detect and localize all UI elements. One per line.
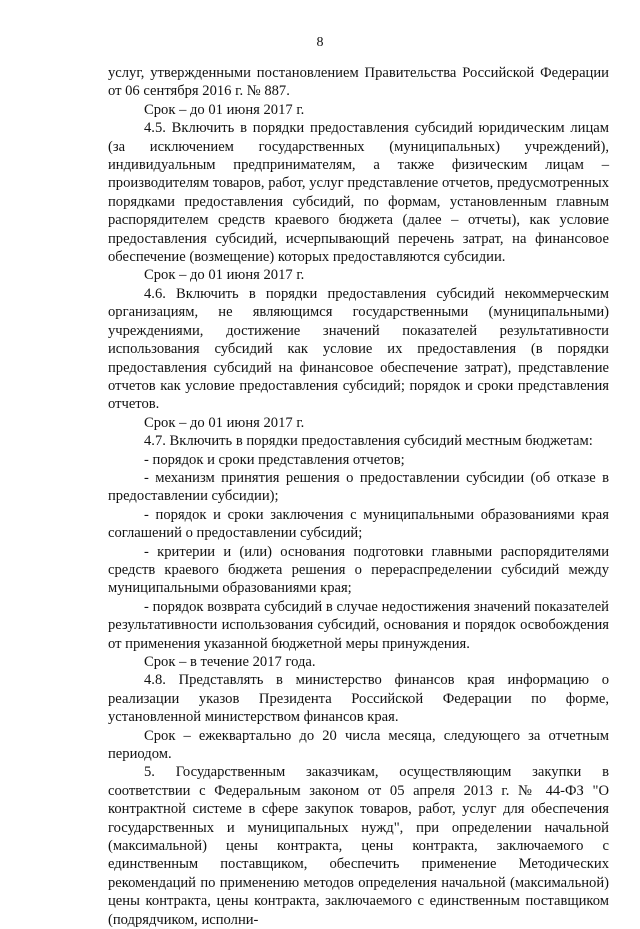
paragraph-5: 5. Государственным заказчикам, осуществляющим закупки в соответствии с Федеральным законом от 05 апреля 2013 г. № 44-ФЗ "О контрактной системе в сфере закупок товаров, работ, услуг для обеспечения государственных и муниципальных нужд", при определении начальной (максимальной) цены контракта, цены контракта, заключаемого с единственным поставщиком, обеспечить применение Методических рекомендаций по применению методов определения начальной (максимальной) цены контракта, цены контракта, заключаемого с единственным поставщиком (подрядчиком, исполни- <box>108 764 609 928</box>
list-item: - порядок возврата субсидий в случае недостижения значений показателей результативности использования субсидий, основания и порядок освобождения от применения указанной бюджетной меры принуждения. <box>108 598 609 652</box>
deadline-line: Срок – до 01 июня 2017 г. <box>144 267 305 284</box>
paragraph-4-6: 4.6. Включить в порядки предоставления субсидий некоммерческим организациям, не являющимся государственными (муниципальными) учреждениями, достижение значений показателей результативности использования субсидий как условие их предоставления (в порядки предоставления субсидий на финансовое обеспечение затрат), представление отчетов как условие предоставления субсидий; порядок и сроки представления отчетов. <box>108 285 609 413</box>
deadline-line: Срок – в течение 2017 года. <box>144 654 316 670</box>
list-item: - порядок и сроки представления отчетов; <box>144 451 405 468</box>
deadline-line: Срок – ежеквартально до 20 числа месяца, следующего за отчетным периодом. <box>108 727 609 763</box>
paragraph: услуг, утвержденными постановлением Правительства Российской Федерации от 06 сентября 2016 г. № 887. <box>108 65 609 100</box>
list-item: - критерии и (или) основания подготовки главными распорядителями средств краевого бюджета решения о перераспределении субсидий между муниципальными образованиями края; <box>108 543 609 597</box>
document-body <box>108 64 609 929</box>
page-number: 8 <box>316 35 324 50</box>
paragraph-4-8: 4.8. Представлять в министерство финансов края информацию о реализации указов Президента Российской Федерации по форме, установленной министерством финансов края. <box>108 672 609 726</box>
deadline-line: Срок – до 01 июня 2017 г. <box>144 101 305 118</box>
deadline-line: Срок – до 01 июня 2017 г. <box>144 414 305 431</box>
list-item: - механизм принятия решения о предоставлении субсидии (об отказе в предоставлении субсидии); <box>108 469 609 505</box>
paragraph-4-5: 4.5. Включить в порядки предоставления субсидий юридическим лицам (за исключением государственных (муниципальных) учреждений), индивидуальным предпринимателям, а также физическим лицам – производителям товаров, работ, услуг представление отчетов, предусмотренных порядками предоставления субсидий, по формам, установленным главным распорядителем средств краевого бюджета (далее – отчеты), как условие предоставления субсидий, исчерпывающий перечень затрат, на финансовое обеспечение (возмещение) которых предоставляются субсидии. <box>108 120 609 266</box>
list-item: - порядок и сроки заключения с муниципальными образованиями края соглашений о предоставлении субсидий; <box>108 506 609 542</box>
paragraph-4-7: 4.7. Включить в порядки предоставления субсидий местным бюджетам: <box>144 433 593 450</box>
